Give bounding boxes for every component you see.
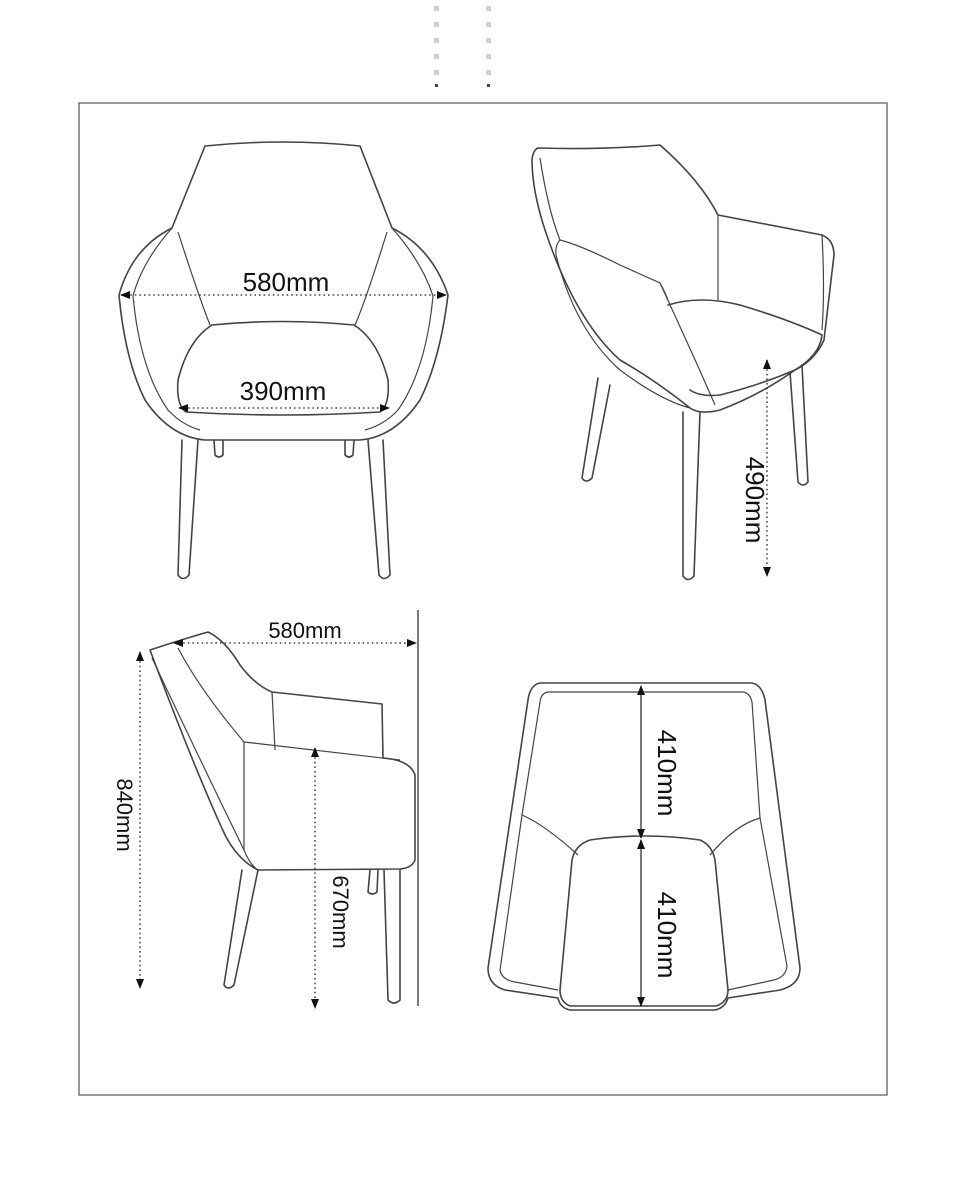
dot-column-left xyxy=(434,6,439,87)
seat-depth-label: 410mm xyxy=(652,891,682,979)
chair-front-drawing xyxy=(119,142,448,579)
backrest-depth-label: 410mm xyxy=(652,729,682,817)
top-view xyxy=(488,683,800,1010)
three-quarter-view xyxy=(532,145,834,580)
front-view xyxy=(119,142,448,579)
overall-width-label: 580mm xyxy=(242,267,330,297)
seat-width-label: 390mm xyxy=(239,376,327,406)
chair-side-drawing xyxy=(150,632,415,1003)
seat-height-label: 490mm xyxy=(740,456,770,544)
top-decoration xyxy=(434,6,491,87)
diagram-frame xyxy=(79,103,887,1095)
chair-three-quarter-drawing xyxy=(532,145,834,580)
depth-label: 580mm xyxy=(268,618,342,643)
dot-column-right xyxy=(486,6,491,87)
chair-top-drawing xyxy=(488,683,800,1010)
side-view xyxy=(112,610,418,1008)
total-height-label: 840mm xyxy=(112,778,137,852)
armrest-height-label: 670mm xyxy=(328,875,353,949)
